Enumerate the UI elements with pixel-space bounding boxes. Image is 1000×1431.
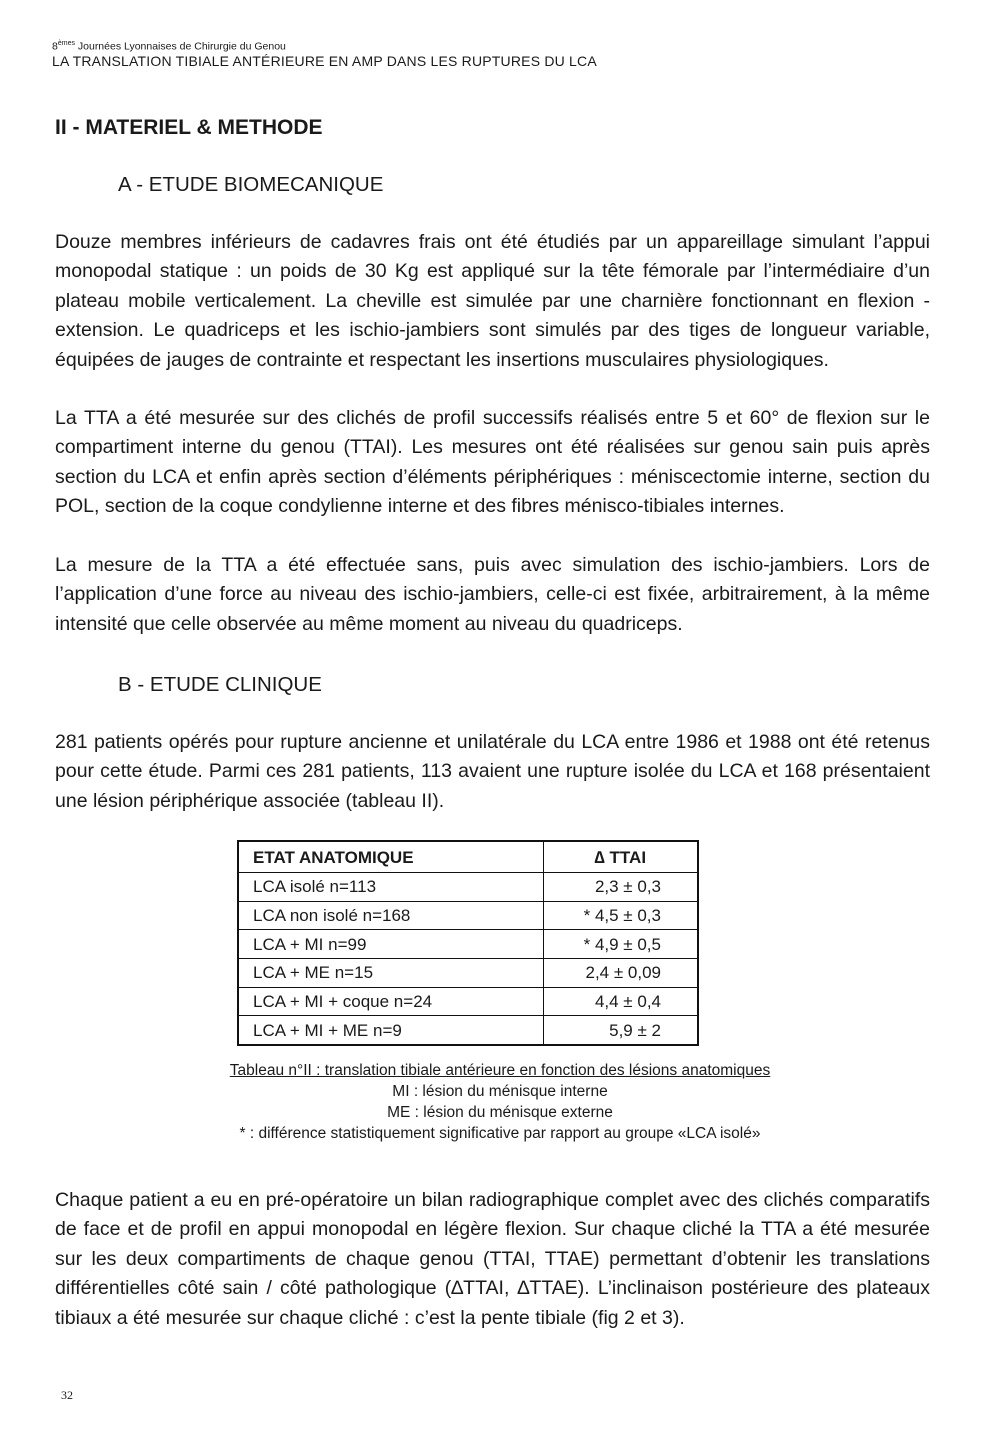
- header-etat-anatomique: ETAT ANATOMIQUE: [238, 841, 543, 873]
- row-value: * 4,9 ± 0,5: [543, 930, 698, 959]
- row-value: 2,3 ± 0,3: [543, 873, 698, 902]
- table-row: [238, 987, 698, 1016]
- paragraph-a2: La TTA a été mesurée sur des clichés de profil successifs réalisés entre 5 et 60° de flexion sur le compartiment interne du genou (TTAI). Les mesures ont été réalisées sur genou sain puis après section du LCA et enfin après section d’éléments périphériques : méniscectomie interne, section du POL, section de la coque condylienne interne et des fibres ménisco-tibiales internes.: [55, 407, 930, 518]
- table-row: [238, 901, 698, 930]
- row-label: LCA + ME n=15: [238, 959, 543, 988]
- section-title: II - MATERIEL & METHODE: [55, 116, 323, 139]
- subsection-a-title: A - ETUDE BIOMECANIQUE: [118, 173, 384, 196]
- paragraph-a1: Douze membres inférieurs de cadavres frais ont été étudiés par un appareillage simulant l’appui monopodal statique : un poids de 30 Kg est appliqué sur la tête fémorale par l’intermédiaire d’un plateau mobile verticalement. La cheville est simulée par une charnière fonctionnant en flexion - extension. Le quadriceps et les ischio-jambiers sont simulés par des tiges de longueur variable, équipées de jauges de contrainte et respectant les insertions musculaires physiologiques.: [55, 231, 930, 371]
- running-header: [52, 38, 597, 70]
- conference-name: [52, 38, 597, 53]
- row-label: LCA + MI n=99: [238, 930, 543, 959]
- anatomy-table: [237, 840, 699, 1046]
- header-delta-ttai: ∆ TTAI: [543, 841, 698, 873]
- row-label: LCA non isolé n=168: [238, 901, 543, 930]
- table-row: [238, 959, 698, 988]
- table-row: [238, 1016, 698, 1045]
- edition-number: 8: [52, 40, 58, 53]
- subsection-b-title: B - ETUDE CLINIQUE: [118, 673, 322, 696]
- row-value: 4,4 ± 0,4: [543, 987, 698, 1016]
- table-caption: [0, 1060, 1000, 1144]
- page-number: 32: [61, 1388, 73, 1402]
- paragraph-b1: 281 patients opérés pour rupture ancienne et unilatérale du LCA entre 1986 et 1988 ont été retenus pour cette étude. Parmi ces 281 patients, 113 avaient une rupture isolée du LCA et 168 présentaient une lésion périphérique associée (tableau II).: [55, 731, 930, 812]
- row-label: LCA + MI + ME n=9: [238, 1016, 543, 1045]
- edition-suffix: èmes: [57, 40, 75, 47]
- paragraph-a3: La mesure de la TTA a été effectuée sans, puis avec simulation des ischio-jambiers. Lors de l’application d’une force au niveau des ischio-jambiers, celle-ci est fixée, arbitrairement, à la même intensité que celle observée au même moment au niveau du quadriceps.: [55, 554, 930, 635]
- table-row: [238, 930, 698, 959]
- row-value: 2,4 ± 0,09: [543, 959, 698, 988]
- paragraph-b2: Chaque patient a eu en pré-opératoire un bilan radiographique complet avec des clichés comparatifs de face et de profil en appui monopodal en légère flexion. Sur chaque cliché la TTA a été mesurée sur les deux compartiments de chaque genou (TTAI, TTAE) permettant d’obtenir les translations différentielles côté sain / côté pathologique (∆TTAI, ∆TTAE). L’inclinaison postérieure des plateaux tibiaux a été mesurée sur chaque cliché : c’est la pente tibiale (fig 2 et 3).: [55, 1189, 930, 1329]
- caption-me: ME : lésion du ménisque externe: [387, 1104, 613, 1121]
- row-value: * 4,5 ± 0,3: [543, 901, 698, 930]
- row-label: LCA isolé n=113: [238, 873, 543, 902]
- row-label: LCA + MI + coque n=24: [238, 987, 543, 1016]
- chapter-title: LA TRANSLATION TIBIALE ANTÉRIEURE EN AMP DANS LES RUPTURES DU LCA: [52, 52, 597, 69]
- table-header-row: [238, 841, 698, 873]
- caption-mi: MI : lésion du ménisque interne: [392, 1083, 608, 1100]
- row-value: 5,9 ± 2: [543, 1016, 698, 1045]
- conference-title: Journées Lyonnaises de Chirurgie du Genou: [74, 40, 286, 53]
- caption-title: Tableau n°II : translation tibiale antérieure en fonction des lésions anatomiques: [229, 1062, 771, 1079]
- table-row: [238, 873, 698, 902]
- caption-note: * : différence statistiquement significative par rapport au groupe «LCA isolé»: [239, 1125, 761, 1142]
